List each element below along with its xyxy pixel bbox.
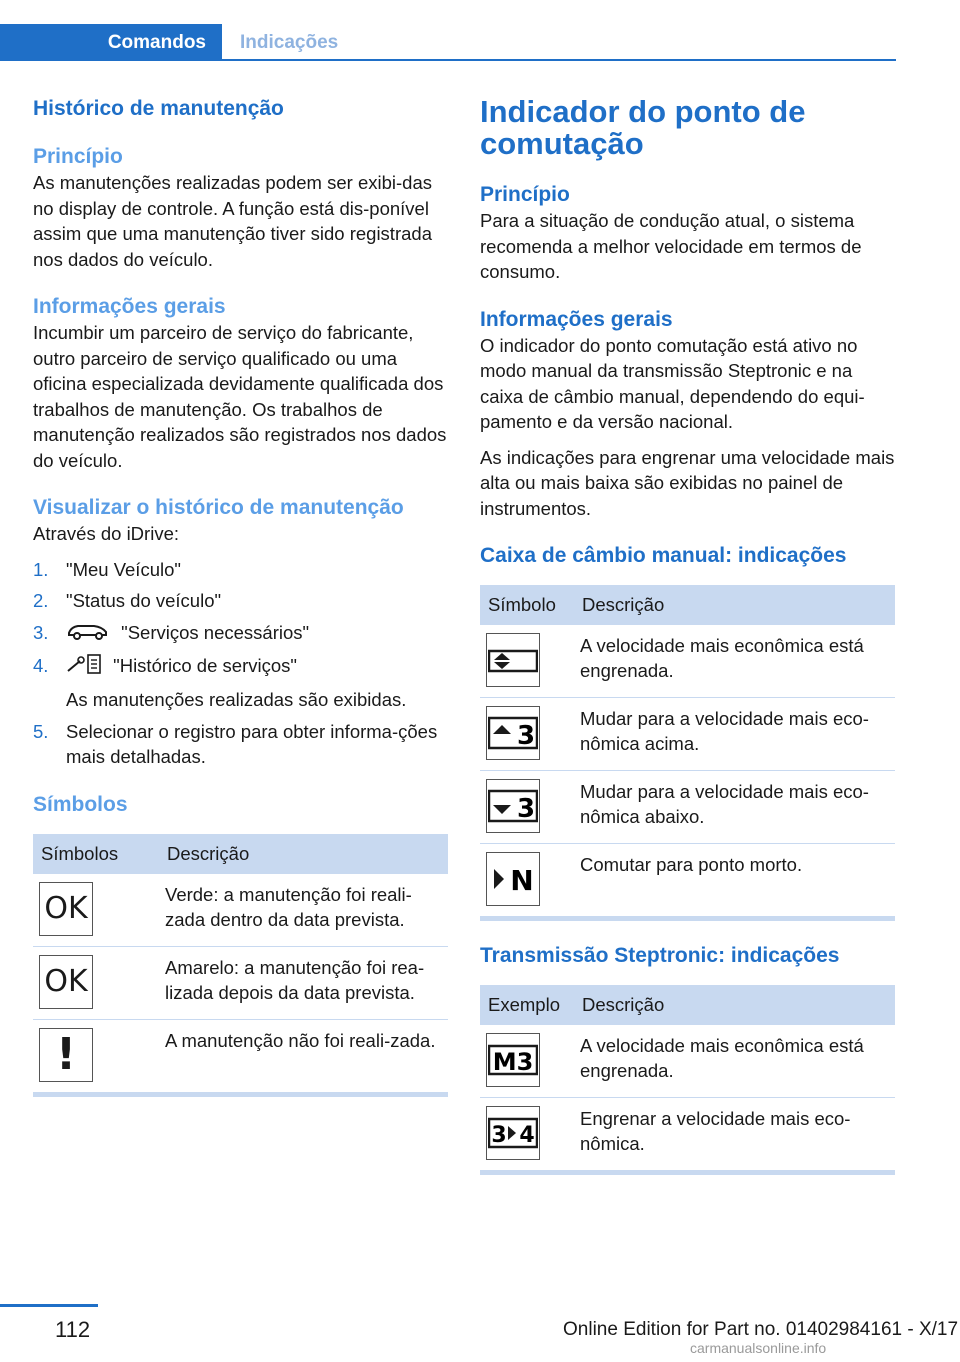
table-row [33, 874, 448, 947]
page-number: 112 [55, 1317, 91, 1342]
table-row [480, 1025, 895, 1098]
table-cell-description: Verde: a manutenção foi reali-zada dentro da data prevista. [159, 874, 448, 947]
table-row [480, 625, 895, 698]
service-history-icon [66, 653, 102, 682]
svg-text:N: N [510, 864, 534, 897]
table-header-description: Descrição [574, 985, 895, 1025]
ok-green-icon: OK [39, 882, 93, 936]
principle-text: As manutenções realizadas podem ser exibi-das no display de controle. A função está dis-ponível assim que uma manutenção tiver sido registrada nos dados do veículo. [33, 172, 432, 270]
svg-text:M3: M3 [492, 1048, 534, 1076]
table-row [480, 1098, 895, 1171]
view-history-intro: Através do iDrive: [33, 523, 179, 544]
ok-yellow-icon: OK [39, 955, 93, 1009]
step-note: As manutenções realizadas são exibidas. [66, 689, 407, 711]
view-history-heading: Visualizar o histórico de manutenção [33, 496, 404, 519]
list-item: 3. "Serviços necessários" [33, 620, 448, 647]
list-item: 2. "Status do veículo" [33, 590, 222, 611]
shift-3-to-4-icon [486, 1106, 540, 1160]
warning-exclamation-icon: ! [39, 1028, 93, 1082]
symbols-table [33, 834, 448, 1092]
table-cell-description: A velocidade mais econômica está engrenada. [574, 625, 895, 698]
manual-gearbox-heading: Caixa de câmbio manual: indicações [480, 544, 847, 567]
table-cell-description: Engrenar a velocidade mais eco-nômica. [580, 1108, 851, 1154]
header-divider [222, 59, 896, 61]
svg-text:3: 3 [491, 1123, 507, 1148]
table-row [33, 946, 448, 1019]
table-row [33, 1019, 448, 1092]
manual-gearbox-table [480, 585, 895, 916]
table-cell-description: Mudar para a velocidade mais eco-nômica acima. [574, 698, 895, 771]
table-cell-description: A manutenção não foi reali-zada. [165, 1029, 436, 1051]
tab-comandos[interactable]: Comandos [0, 24, 222, 61]
table-header-description: Descrição [574, 585, 895, 625]
tab-indicacoes[interactable]: Indicações [240, 31, 339, 53]
table-end-rule [33, 1092, 448, 1097]
steptronic-table [480, 985, 895, 1170]
right-column [480, 96, 895, 1175]
table-header-description: Descrição [159, 834, 448, 874]
car-service-icon [66, 620, 110, 647]
svg-text:3: 3 [516, 721, 536, 751]
watermark: carmanualsonline.info [690, 1340, 827, 1356]
steptronic-heading: Transmissão Steptronic: indicações [480, 944, 840, 967]
svg-text:4: 4 [519, 1123, 535, 1148]
table-header-symbol: Símbolo [480, 585, 574, 625]
principle-text: Para a situação de condução atual, o sistema recomenda a melhor velocidade em termos de consumo. [480, 210, 862, 282]
table-cell-description: A velocidade mais econômica está engrenada. [574, 1025, 895, 1098]
table-end-rule [480, 1170, 895, 1175]
m3-icon [486, 1033, 540, 1087]
list-item: 1. "Meu Veículo" [33, 558, 181, 580]
table-cell-description: Mudar para a velocidade mais eco-nômica abaixo. [574, 771, 895, 844]
table-row [480, 844, 895, 917]
table-row [480, 771, 895, 844]
shift-up-icon [486, 706, 540, 760]
general-info-text-1: O indicador do ponto comutação está ativo no modo manual da transmissão Steptronic e na caixa de câmbio manual, dependendo do equi-pamento e da versão nacional. [480, 334, 865, 432]
left-column [33, 96, 448, 1097]
general-info-text: Incumbir um parceiro de serviço do fabricante, outro parceiro de serviço qualificado ou uma oficina especializada devidamente qualificada dos trabalhos de manutenção. Os trabalhos de manutenção realizados são registrados nos dados do veículo. [33, 322, 447, 471]
general-info-text-2: As indicações para engrenar uma velocidade mais alta ou mais baixa são exibidas no painel de instrumentos. [480, 446, 895, 519]
principle-heading: Princípio [480, 183, 570, 206]
general-info-heading: Informações gerais [480, 307, 673, 331]
svg-text:3: 3 [516, 794, 536, 824]
list-item: 5. Selecionar o registro para obter informa-ções mais detalhadas. [33, 720, 438, 768]
table-header-example: Exemplo [480, 985, 574, 1025]
table-header-symbols: Símbolos [33, 834, 159, 874]
table-cell-description: Amarelo: a manutenção foi rea-lizada depois da data prevista. [159, 946, 448, 1019]
shift-down-icon [486, 779, 540, 833]
list-item: 4. "Histórico de serviços" As manutenções realizadas são exibidas. [33, 653, 448, 713]
header [0, 0, 960, 62]
idrive-steps [33, 557, 448, 770]
edition-note: Online Edition for Part no. 01402984161 - X/17 [563, 1319, 959, 1340]
gear-optimal-icon [486, 633, 540, 687]
neutral-icon [486, 852, 540, 906]
table-row [480, 698, 895, 771]
general-info-heading: Informações gerais [33, 295, 226, 318]
principle-heading: Princípio [33, 145, 123, 168]
section-title-shift-point: Indicador do ponto de comutação [480, 94, 806, 161]
table-cell-description: Comutar para ponto morto. [580, 854, 803, 875]
symbols-heading: Símbolos [33, 792, 128, 816]
footer-rule [0, 1304, 98, 1307]
section-title-maintenance-history: Histórico de manutenção [33, 97, 284, 120]
